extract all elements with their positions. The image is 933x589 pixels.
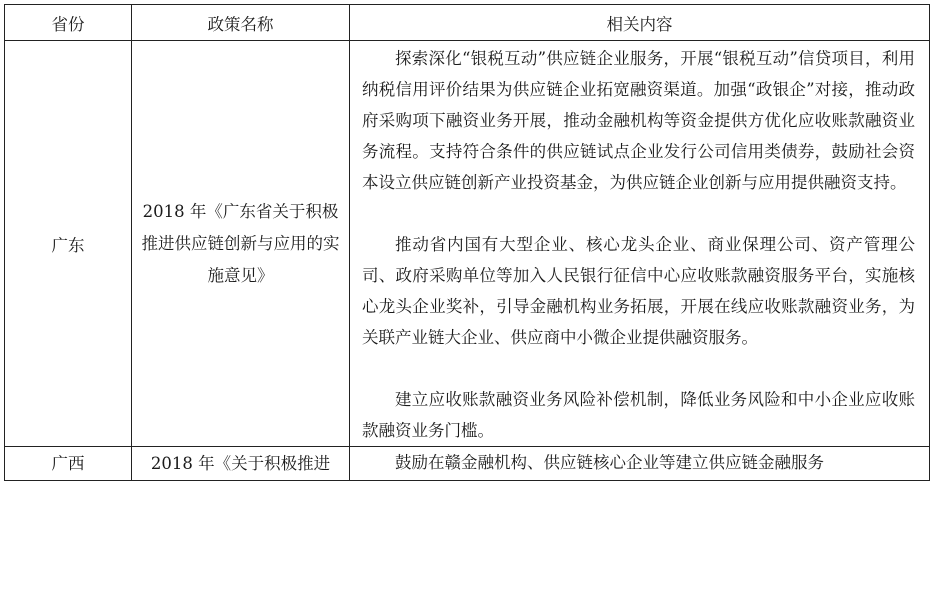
header-row [5,5,930,41]
cell-policy-name: 2018 年《关于积极推进 [132,447,350,481]
table-row-guangdong [5,41,930,447]
content-paragraph: 鼓励在赣金融机构、供应链核心企业等建立供应链金融服务 [395,453,824,472]
content-paragraph: 推动省内国有大型企业、核心龙头企业、商业保理公司、资产管理公司、政府采购单位等加入人民银行征信中心应收账款融资服务平台，实施核心龙头企业奖补，引导金融机构业务拓展，开展在线应收账款融资业务，为关联产业链大企业、供应商中小微企业提供融资服务。 [362,235,915,347]
cell-province: 广西 [5,447,132,481]
cell-province: 广东 [5,41,132,447]
content-paragraph: 探索深化“银税互动”供应链企业服务，开展“银税互动”信贷项目，利用纳税信用评价结果为供应链企业拓宽融资渠道。加强“政银企”对接，推动政府采购项下融资业务开展，推动金融机构等资金提供方优化应收账款融资业务流程。支持符合条件的供应链试点企业发行公司信用类债券，鼓励社会资本设立供应链创新产业投资基金，为供应链企业创新与应用提供融资支持。 [362,49,915,192]
header-province: 省份 [5,5,132,41]
policy-table [4,4,930,481]
cell-related-content [350,447,930,481]
header-related-content: 相关内容 [350,5,930,41]
content-paragraph: 建立应收账款融资业务风险补偿机制，降低业务风险和中小企业应收账款融资业务门槛。 [362,390,915,440]
cell-related-content [350,41,930,447]
table-row-guangxi [5,447,930,481]
cell-policy-name: 2018 年《广东省关于积极推进供应链创新与应用的实施意见》 [132,41,350,447]
header-policy-name: 政策名称 [132,5,350,41]
